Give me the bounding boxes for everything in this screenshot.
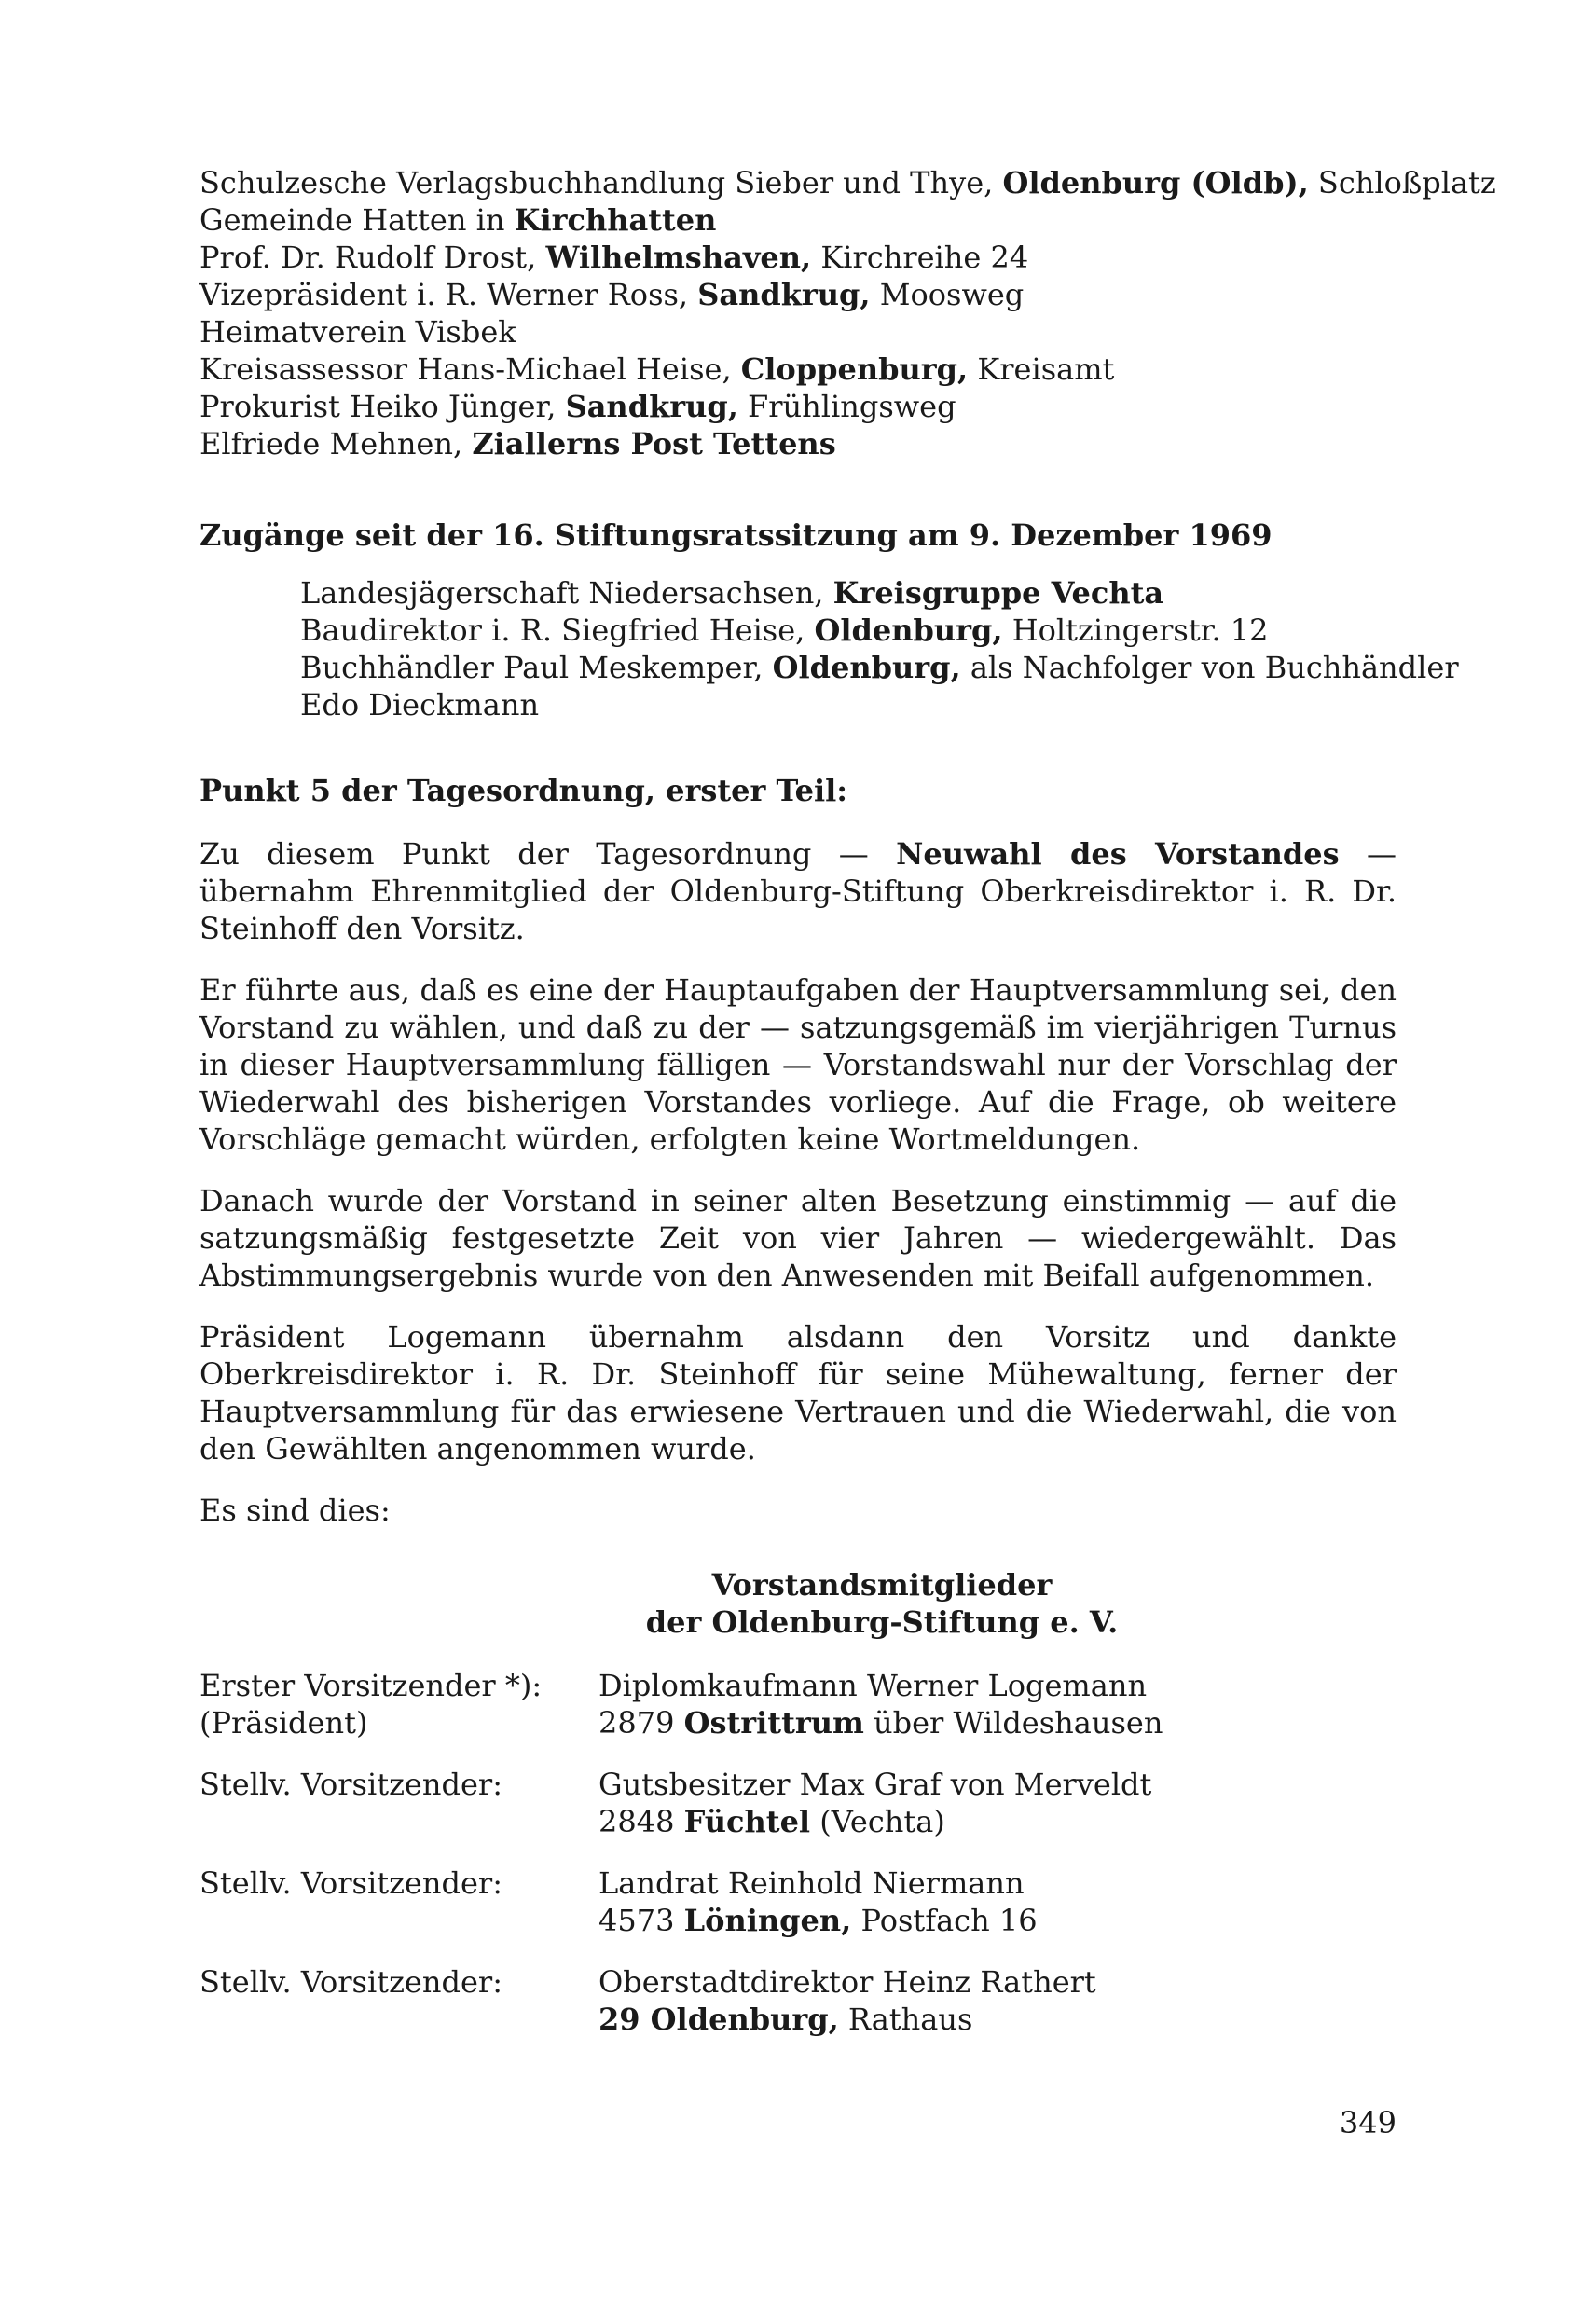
member-line: Vizepräsident i. R. Werner Ross, Sandkrug, Moosweg [200, 277, 1025, 312]
member-line: Gemeinde Hatten in Kirchhatten [200, 202, 717, 238]
new-members-list [200, 574, 1459, 723]
board-role: Stellv. Vorsitzender: [200, 1865, 502, 1901]
page-number: 349 [1339, 2105, 1396, 2140]
member-line: Elfriede Mehnen, Ziallerns Post Tettens [200, 426, 836, 461]
member-line: Schulzesche Verlagsbuchhandlung Sieber und Thye, Oldenburg (Oldb), Schloßplatz [200, 165, 1496, 200]
board-person: Oberstadtdirektor Heinz Rathert 29 Oldenburg, Rathaus [598, 1964, 1096, 2037]
member-line: Prof. Dr. Rudolf Drost, Wilhelmshaven, Kirchreihe 24 [200, 240, 1029, 275]
board-role: Stellv. Vorsitzender: [200, 1767, 502, 1802]
paragraph-ausfuehrung: Er führte aus, daß es eine der Hauptaufgaben der Hauptversammlung sei, den Vorstand zu wählen, und daß zu der — satzungsgemäß im vierjährigen Turnus in dieser Hauptversammlung fälligen — Vorstandswahl nur der Vorschlag der Wiederwahl des bisherigen Vorstandes vorliege. Auf die Frage, ob weitere Vorschläge gemacht würden, erfolgten keine Wortmeldungen. [200, 972, 1396, 1157]
board-role: Erster Vorsitzender *): (Präsident) [200, 1668, 543, 1741]
members-list [200, 164, 1496, 462]
point5-heading: Punkt 5 der Tagesordnung, erster Teil: [200, 773, 848, 808]
paragraph-neuwahl: Zu diesem Punkt der Tagesordnung — Neuwahl des Vorstandes — übernahm Ehrenmitglied der Oldenburg-Stiftung Oberkreisdirektor i. R. Dr. Steinhoff den Vorsitz. [200, 836, 1397, 946]
member-line: Kreisassessor Hans-Michael Heise, Cloppenburg, Kreisamt [200, 351, 1115, 387]
board-person: Landrat Reinhold Niermann 4573 Löningen, Postfach 16 [598, 1865, 1038, 1938]
paragraph-wiederwahl: Danach wurde der Vorstand in seiner alten Besetzung einstimmig — auf die satzungsmäßig festgesetzte Zeit von vier Jahren — wiedergewählt. Das Abstimmungsergebnis wurde von den Anwesenden mit Beifall aufgenommen. [200, 1183, 1396, 1293]
board-row [200, 1766, 1396, 1840]
new-member-line: Buchhändler Paul Meskemper, Oldenburg, als Nachfolger von Buchhändler [300, 650, 1459, 685]
board-table [200, 1667, 1396, 2038]
board-role: Stellv. Vorsitzender: [200, 1964, 502, 2000]
board-row [200, 1667, 1396, 1741]
document-page [200, 164, 1496, 2062]
new-members-heading: Zugänge seit der 16. Stiftungsratssitzung am 9. Dezember 1969 [200, 517, 1273, 553]
new-member-line: Baudirektor i. R. Siegfried Heise, Oldenburg, Holtzingerstr. 12 [300, 612, 1269, 648]
member-line: Heimatverein Visbek [200, 314, 516, 350]
new-member-line: Landesjägerschaft Niedersachsen, Kreisgruppe Vechta [300, 575, 1164, 611]
board-title [200, 1566, 1396, 1641]
board-title-line-2: der Oldenburg-Stiftung e. V. [645, 1604, 1119, 1640]
paragraph-dank: Präsident Logemann übernahm alsdann den Vorsitz und dankte Oberkreisdirektor i. R. Dr. Steinhoff für seine Mühewaltung, ferner der Hauptversammlung für das erwiesene Vertrauen und die Wiederwahl, die von den Gewählten angenommen wurde. [200, 1319, 1396, 1466]
member-line: Prokurist Heiko Jünger, Sandkrug, Frühlingsweg [200, 389, 956, 424]
board-person: Gutsbesitzer Max Graf von Merveldt 2848 Füchtel (Vechta) [598, 1767, 1152, 1839]
paragraph-es-sind-dies: Es sind dies: [200, 1493, 391, 1528]
new-member-line: Edo Dieckmann [300, 687, 540, 722]
board-title-line-1: Vorstandsmitglieder [711, 1567, 1053, 1603]
board-person: Diplomkaufmann Werner Logemann 2879 Ostrittrum über Wildeshausen [598, 1668, 1163, 1741]
board-row [200, 1865, 1396, 1939]
board-row [200, 1963, 1396, 2038]
